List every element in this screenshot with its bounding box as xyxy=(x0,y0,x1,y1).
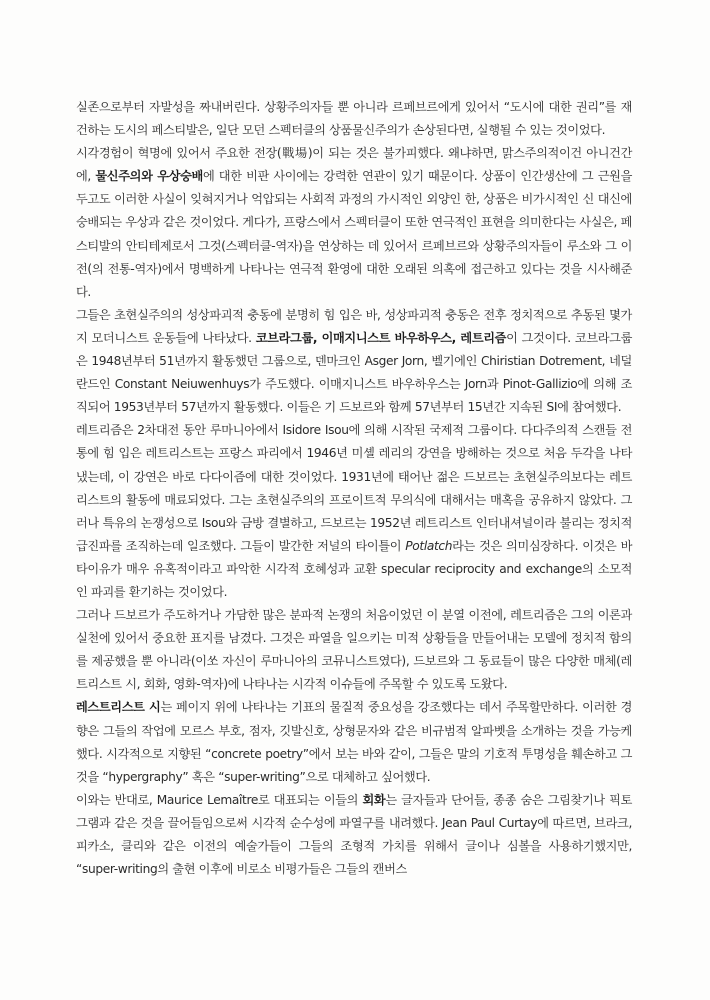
text-run: 그러나 드보르가 주도하거나 가담한 많은 분파적 논쟁의 처음이었던 이 분열 이전에, 레트리즘은 그의 이론과 실천에 있어서 중요한 표지를 남겼다. 그것은 파열을 일으키는 미적 상황들을 만들어내는 모델에 정치적 함의를 제공했을 뿐 아니라(이쏘 자신이 루마니아의 코뮤니스트였다), 드보르와 그 동료들이 많은 다양한 매체(레트리스트 시, 회화, 영화-역자)에 나타나는 시각적 이슈들에 주목할 수 있도록 도왔다. xyxy=(76,608,632,692)
text-run: 그들은 초현실주의의 성상파괴적 충동에 분명히 힘 입은 바, 성상파괴적 충동은 전후 정치적으로 추동된 몇가지 모더니스트 운동들에 나타났다. xyxy=(76,307,632,345)
text-run: 이와는 반대로, Maurice Lemaître로 대표되는 이들의 xyxy=(76,792,363,807)
text-run: 라는 것은 의미심장하다. 이것은 바타이유가 매우 유혹적이라고 파악한 시각적 호혜성과 교환 specular reciprocity and exchange의 소모적인 파괴를 환기하는 것이었다. xyxy=(76,538,632,599)
text-run: 시각경험이 혁명에 있어서 주요한 전장(戰場)이 되는 것은 불가피했다. 왜냐하면, 맑스주의적이건 아니건간에, xyxy=(76,146,632,184)
paragraph xyxy=(76,789,632,881)
paragraph xyxy=(76,696,632,788)
text-run: 에 대한 비판 사이에는 강력한 연관이 있기 때문이다. 상품이 인간생산에 그 근원을 두고도 이러한 사실이 잊혀지거나 억압되는 사회적 과정의 가시적인 외양인 한, 상품은 비가시적인 신 대신에 숭배되는 우상과 같은 것이었다. 게다가, 프랑스에서 스펙터클이 또한 연극적인 표현을 의미한다는 사실은, 페스티발의 안티테제로서 그것(스펙터클-역자)을 연상하는 데 있어서 르페브르와 상황주의자들이 루소와 그 이전(의 전통-역자)에서 명백하게 나타나는 연극적 환영에 대한 오래된 의혹에 접근하고 있다는 것을 시사해준다. xyxy=(76,169,632,299)
bold-term: 레스트리스트 시 xyxy=(76,700,161,715)
paragraph xyxy=(76,604,632,696)
bold-term: 회화 xyxy=(362,792,386,807)
paragraph xyxy=(76,304,632,419)
italic-title: Potlatch xyxy=(405,538,453,553)
paragraph xyxy=(76,419,632,604)
bold-term: 코브라그룹, 이매지니스트 바우하우스, 레트리즘 xyxy=(255,330,507,345)
text-run: 이 그것이다. 코브라그룹은 1948년부터 51년까지 활동했던 그룹으로, 덴마크인 Asger Jorn, 벨기에인 Chiristian Dotrement, 네덜란드인 Constant Neiuwenhuys가 주도했다. 이매지니스트 바우하우스는 Jorn과 Pinot-Gallizio에 의해 조직되어 1953년부터 57년까지 활동했다. 이들은 기 드보르와 함께 57년부터 15년간 지속된 SI에 참여했다. xyxy=(76,330,633,415)
text-run: 는 페이지 위에 나타나는 기표의 물질적 중요성을 강조했다는 데서 주목할만하다. 이러한 경향은 그들의 작업에 모르스 부호, 점자, 깃발신호, 상형문자와 같은 비규범적 알파벳을 소개하는 것을 가능케했다. 시각적으로 지향된 “concrete poetry”에서 보는 바와 같이, 그들은 말의 기호적 투명성을 훼손하고 그것을 “hypergraphy” 혹은 “super-writing”으로 대체하고 싶어했다. xyxy=(76,700,633,784)
text-run: 레트리즘은 2차대전 동안 루마니아에서 Isidore Isou에 의해 시작된 국제적 그룹이다. 다다주의적 스캔들 전통에 힘 입은 레트리스트는 프랑스 파리에서 1946년 미셸 레리의 강연을 방해하는 것으로 처음 두각을 나타냈는데, 이 강연은 바로 다다이즘에 대한 것이었다. 1931년에 태어난 젊은 드보르는 초현실주의보다는 레트리스트의 활동에 매료되었다. 그는 초현실주의의 프로이트적 무의식에 대해서는 매혹을 공유하지 않았다. 그러나 특유의 논쟁성으로 Isou와 금방 결별하고, 드보르는 1952년 레트리스트 인터내셔널이라 불리는 정치적 급진파를 조직하는데 일조했다. 그들이 발간한 저널의 타이틀이 xyxy=(76,423,632,553)
body-text xyxy=(76,96,632,881)
bold-term: 물신주의와 우상숭배 xyxy=(95,169,203,184)
text-run: 는 글자들과 단어들, 종종 숨은 그림찾기나 픽토그램과 같은 것을 끌어들임으로써 시각적 순수성에 파열구를 내려했다. Jean Paul Curtay에 따르면, 브라크, 피카소, 클리와 같은 이전의 예술가들이 그들의 조형적 가치를 위해서 글이나 심볼을 사용하기했지만, “super-writing의 출현 이후에 비로소 비평가들은 그들의 캔버스 xyxy=(76,792,632,877)
text-run: 실존으로부터 자발성을 짜내버린다. 상황주의자들 뿐 아니라 르페브르에게 있어서 “도시에 대한 권리”를 재건하는 도시의 페스티발은, 일단 모던 스펙터클의 상품물신주의가 손상된다면, 실행될 수 있는 것이었다. xyxy=(76,100,632,138)
paragraph xyxy=(76,96,632,142)
paragraph xyxy=(76,142,632,304)
